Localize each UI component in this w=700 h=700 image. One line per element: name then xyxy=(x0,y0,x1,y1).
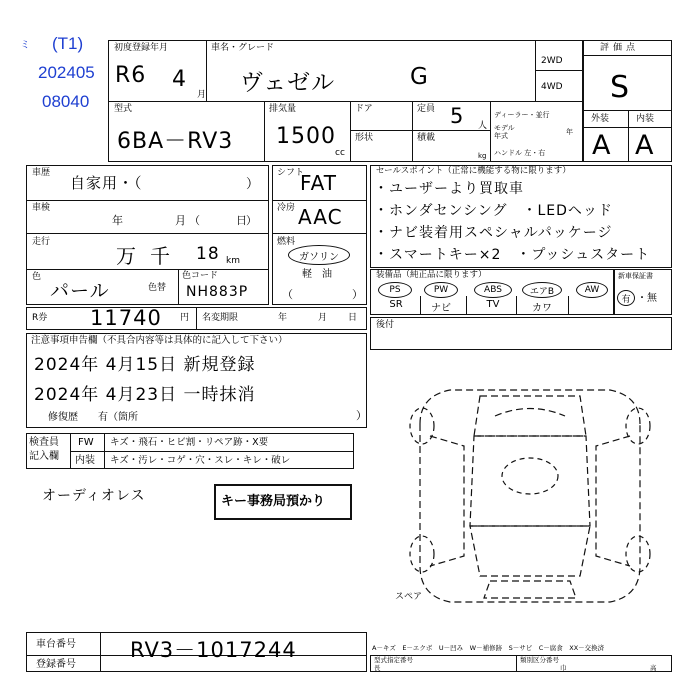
lot-marker: ミ xyxy=(20,40,30,51)
interior-label: 内装 xyxy=(636,114,655,124)
first-reg-label: 初度登録年月 xyxy=(114,43,169,53)
month-unit: 月 xyxy=(197,90,207,100)
mileage-value: 18 xyxy=(196,244,220,264)
equipment-label: 装備品（純正品に限ります） xyxy=(376,270,487,280)
history-label: 車歴 xyxy=(32,168,51,178)
kg-unit: kg xyxy=(478,152,487,160)
4wd-label: 4WD xyxy=(541,82,563,92)
equip-aw: AW xyxy=(576,282,608,298)
grade: G xyxy=(410,64,429,90)
lot-t1: (T1) xyxy=(52,34,84,53)
ac-value: AAC xyxy=(298,205,343,229)
model-code: 6BA－RV3 xyxy=(117,129,234,154)
warranty-yes-circled: 有 xyxy=(617,290,635,306)
car-damage-diagram xyxy=(400,376,660,616)
inspector-label: 検査員 xyxy=(29,437,59,448)
interior-items: キズ・汚レ・コゲ・穴・スレ・キレ・破レ xyxy=(110,455,291,466)
note-line-2: 2024年 4月23日 一時抹消 xyxy=(34,385,256,405)
car-name-label: 車名・グレード xyxy=(211,43,275,53)
fw-items: キズ・飛石・ヒビ割・リペア跡・X要 xyxy=(110,437,269,448)
person-unit: 人 xyxy=(478,121,488,131)
doors-label: ドア xyxy=(355,104,373,114)
model-label: 型式 xyxy=(114,104,133,114)
sales-point-1: ・ユーザーより買取車 xyxy=(374,181,524,197)
repair-history-label: 修復歴 有（箇所 xyxy=(48,412,138,423)
color-code-label: 色コード xyxy=(182,271,219,281)
equip-abs: ABS xyxy=(474,282,512,298)
audio-less-note: オーディオレス xyxy=(42,488,146,504)
key-stamp-text: キー事務局預かり xyxy=(221,494,326,509)
interior-check-label: 内装 xyxy=(75,455,95,466)
fw-label: FW xyxy=(78,437,94,448)
year-unit: 年 xyxy=(566,128,573,136)
rating-label: 評価点 xyxy=(600,43,640,53)
later-install-box xyxy=(370,317,672,350)
interior-grade: A xyxy=(635,130,655,161)
color-label: 色 xyxy=(32,272,42,282)
color-change-label: 色替 xyxy=(148,283,167,293)
chassis-label: 車台番号 xyxy=(36,639,76,650)
equip-pw: PW xyxy=(424,282,458,298)
lot-date: 202405 xyxy=(38,63,95,82)
rating-score: S xyxy=(610,70,631,105)
lot-number: 08040 xyxy=(42,92,90,111)
cc-unit: cc xyxy=(335,148,345,158)
first-reg-era: R6 xyxy=(115,63,147,88)
color-value: パール xyxy=(50,280,110,302)
displacement: 1500 xyxy=(276,124,336,149)
color-code: NH883P xyxy=(186,284,249,300)
mileage-label: 走行 xyxy=(32,237,51,247)
fuel-gasoline-circled: ガソリン xyxy=(288,245,350,265)
handle-label: ハンドル 左・右 xyxy=(494,149,546,157)
spare-label: スペア xyxy=(395,592,423,602)
model-year-label: モデル xyxy=(494,124,515,132)
equip-ps: PS xyxy=(378,282,412,298)
first-reg-month: 4 xyxy=(172,67,187,92)
displacement-label: 排気量 xyxy=(269,104,297,114)
name-change-label: 名変期限 xyxy=(202,313,239,323)
sales-point-2: ・ホンダセンシング ・LEDヘッド xyxy=(374,203,613,219)
capacity-value: 5 xyxy=(450,104,465,128)
history-value: 自家用・（ xyxy=(70,174,143,192)
recycle-label: R券 xyxy=(32,313,48,323)
dealer-label: ディーラー・並行 xyxy=(494,111,550,119)
shift-value: FAT xyxy=(300,171,338,195)
sales-point-4: ・スマートキー×2 ・プッシュスタート xyxy=(374,247,651,263)
damage-legend: A－キズ E－エクボ U－凹み W－補修跡 S－サビ C－腐食 XX－交換済 xyxy=(372,644,605,652)
light-oil: 軽 油 xyxy=(302,269,332,280)
shift-label: シフト xyxy=(277,168,305,178)
sales-point-3: ・ナビ装着用スペシャルパッケージ xyxy=(374,225,613,241)
chassis-number: RV3－1017244 xyxy=(130,638,297,662)
car-name: ヴェゼル xyxy=(240,70,336,96)
note-line-1: 2024年 4月15日 新規登録 xyxy=(34,355,256,375)
exterior-grade: A xyxy=(592,130,612,161)
load-label: 積載 xyxy=(417,133,436,143)
2wd-label: 2WD xyxy=(541,56,563,66)
fuel-label: 燃料 xyxy=(277,237,296,247)
category-number-label: 類別区分番号 xyxy=(520,656,559,664)
recycle-value: 11740 xyxy=(90,306,162,330)
notes-header: 注意事項申告欄（不具合内容等は具体的に記入して下さい） xyxy=(31,335,288,346)
capacity-label: 定員 xyxy=(417,104,436,114)
equip-airbag: エアB xyxy=(522,282,562,298)
shape-label: 形状 xyxy=(355,133,374,143)
registration-label: 登録番号 xyxy=(36,659,76,670)
exterior-label: 外装 xyxy=(591,114,610,124)
warranty-label: 新車保証書 xyxy=(618,272,653,280)
ac-label: 冷房 xyxy=(277,203,296,213)
sales-points-label: セールスポイント（正常に機能する物に限ります） xyxy=(376,166,571,176)
inspection-label: 車検 xyxy=(32,203,51,213)
later-install-label: 後付 xyxy=(376,320,395,330)
type-designation-label: 型式指定番号 xyxy=(374,656,413,664)
